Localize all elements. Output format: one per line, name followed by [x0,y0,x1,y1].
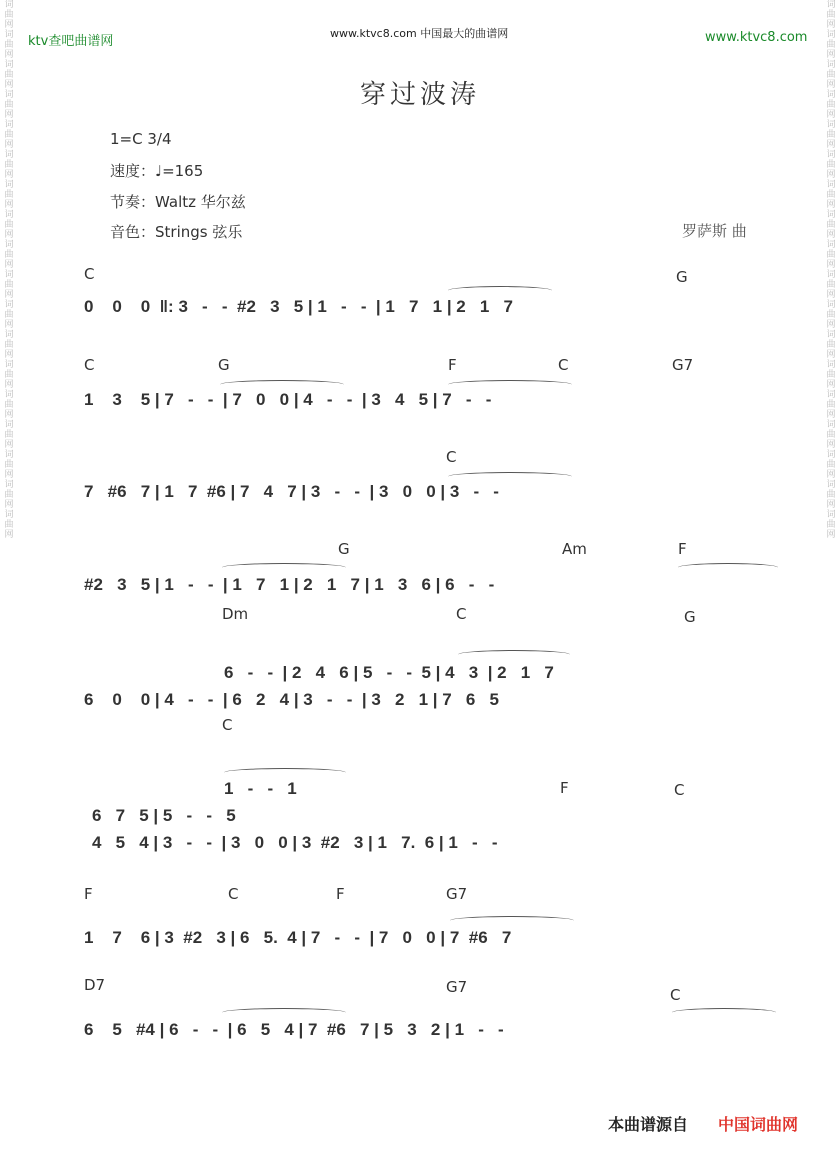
footer-source-label: 本曲谱源自 [608,1115,689,1134]
tone: 音色：Strings 弦乐 [110,223,243,241]
notation-row: 0 0 0 ‖: 3 - - #2 3 5 | 1 - - | 1 7 1 | 2 1 7 [84,297,514,316]
chord-label: C [558,356,569,374]
chord-label: G [684,608,696,626]
notation-row: #2 3 5 | 1 - - | 1 7 1 | 2 1 7 | 1 3 6 | 6 - - [84,575,495,594]
chord-label: D7 [84,976,106,994]
notation-row: 6 5 #4 | 6 - - | 6 5 4 | 7 #6 7 | 5 3 2 | 1 - - [84,1020,504,1039]
chord-label: G [338,540,350,558]
notation-top-voice: 1 - - 1 [224,779,297,798]
header-site-link-right[interactable]: www.ktvc8.com [705,30,808,45]
chord-label: G7 [446,978,468,996]
tempo: 速度：♩=165 [110,162,204,180]
slur [448,380,572,389]
chord-label: C [84,265,95,283]
chord-label: C [222,716,233,734]
slur [224,768,346,777]
footer-site-link[interactable]: 中国词曲网 [718,1115,799,1134]
chord-label: F [336,885,345,903]
notation-row: 1 3 5 | 7 - - | 7 0 0 | 4 - - | 3 4 5 | 7 - - [84,390,492,409]
chord-label: F [84,885,93,903]
notation-row: 7 #6 7 | 1 7 #6 | 7 4 7 | 3 - - | 3 0 0 | 3 - - [84,482,499,501]
chord-label: Dm [222,605,249,623]
notation-upper-voice: 6 - - | 2 4 6 | 5 - - 5 | 4 3 | 2 1 7 [224,663,554,682]
chord-label: F [448,356,457,374]
slur [222,1008,346,1017]
slur [450,916,574,925]
slur [672,1008,776,1017]
side-watermark-left: 词曲网 词曲网 词曲网 词曲网 词曲网 词曲网 词曲网 词曲网 词曲网 词曲网 词曲网 词曲网 词曲网 词曲网 词曲网 词曲网 词曲网 词曲网 [4,0,14,540]
notation-upper-voice: 6 7 5 | 5 - - 5 [92,806,236,825]
slur [678,563,778,572]
key-signature: 1=C 3/4 [110,130,172,148]
slur [222,563,346,572]
notation-row: 6 0 0 | 4 - - | 6 2 4 | 3 - - | 3 2 1 | 7 6 5 [84,690,499,709]
chord-label: F [560,779,569,797]
header-site-link-left[interactable]: ktv查吧曲谱网 [28,34,114,49]
chord-label: G [676,268,688,286]
notation-row: 4 5 4 | 3 - - | 3 0 0 | 3 #2 3 | 1 7. 6 | 1 - - [92,833,498,852]
chord-label: Am [562,540,587,558]
side-watermark-right: 词曲网 词曲网 词曲网 词曲网 词曲网 词曲网 词曲网 词曲网 词曲网 词曲网 词曲网 词曲网 词曲网 词曲网 词曲网 词曲网 词曲网 词曲网 [826,0,836,540]
slur [458,650,570,659]
chord-label: C [446,448,457,466]
slur [448,472,572,481]
chord-label: C [228,885,239,903]
chord-label: C [84,356,95,374]
song-title: 穿过波涛 [359,80,480,110]
slur [448,286,552,295]
chord-label: F [678,540,687,558]
chord-label: G [218,356,230,374]
chord-label: C [456,605,467,623]
chord-label: C [670,986,681,1004]
chord-label: C [674,781,685,799]
slur [220,380,344,389]
chord-label: G7 [672,356,694,374]
header-center-text: www.ktvc8.com 中国最大的曲谱网 [330,27,509,40]
composer: 罗萨斯 曲 [682,222,747,240]
chord-label: G7 [446,885,468,903]
rhythm: 节奏：Waltz 华尔兹 [110,193,246,211]
notation-row: 1 7 6 | 3 #2 3 | 6 5. 4 | 7 - - | 7 0 0 | 7 #6 7 [84,928,512,947]
